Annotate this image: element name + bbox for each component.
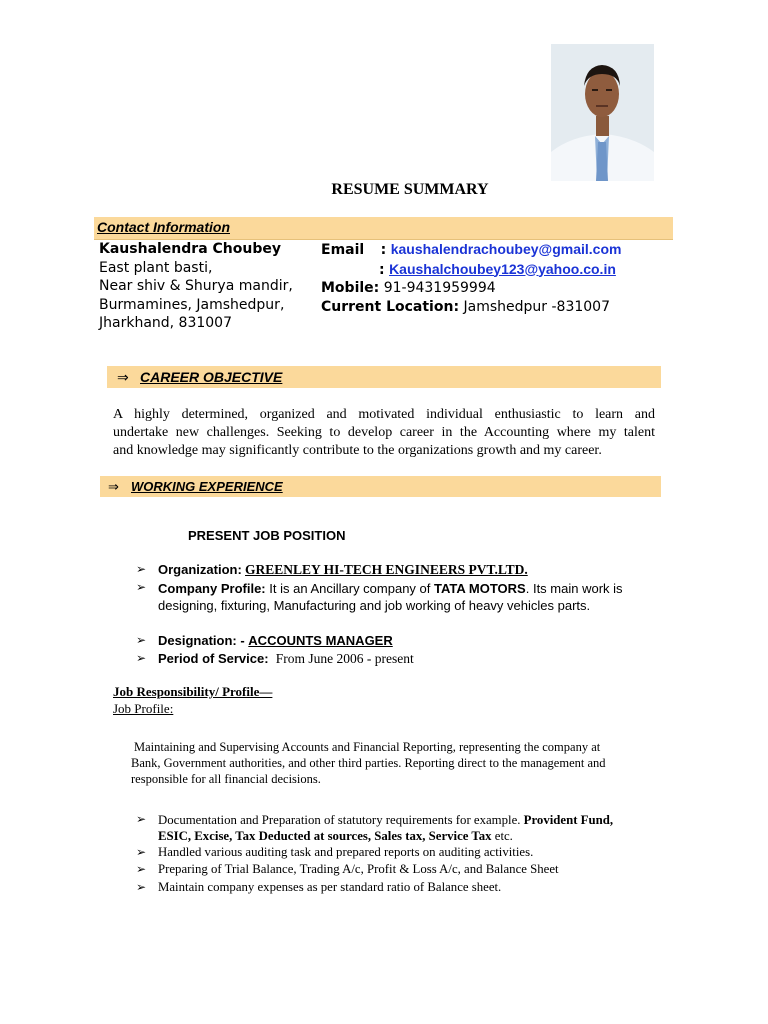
job-responsibility-heading: Job Responsibility/ Profile— <box>113 684 273 699</box>
bullet-arrow-icon: ➢ <box>136 845 147 859</box>
organization-row <box>158 562 528 578</box>
period-row <box>158 651 414 667</box>
period-label: Period of Service: <box>158 651 269 666</box>
profile-photo <box>551 44 654 181</box>
organization-value: GREENLEY HI-TECH ENGINEERS PVT.LTD. <box>245 562 528 577</box>
company-profile-text: It is an Ancillary company of <box>269 581 431 596</box>
arrow-right-icon: ⇒ <box>117 369 129 385</box>
period-value: From June 2006 - present <box>275 651 414 666</box>
company-profile-label: Company Profile: <box>158 581 266 596</box>
objective-line: undertake new challenges. Seeking to develop career in the Accounting where my talent <box>113 425 655 440</box>
bullet-arrow-icon: ➢ <box>136 812 147 826</box>
working-experience-heading: WORKING EXPERIENCE <box>131 479 283 494</box>
documentation-item <box>158 812 668 844</box>
list-item: Preparing of Trial Balance, Trading A/c, Profit & Loss A/c, and Balance Sheet <box>158 862 559 876</box>
documentation-bold-list: ESIC, Excise, Tax Deducted at sources, Sales tax, Service Tax <box>158 829 492 843</box>
documentation-end: etc. <box>494 829 513 843</box>
present-job-heading: PRESENT JOB POSITION <box>188 528 346 543</box>
documentation-bold: Provident Fund <box>523 813 610 827</box>
location-label: Current Location: <box>321 298 460 315</box>
email-row-secondary <box>321 260 666 280</box>
arrow-right-icon: ⇒ <box>108 479 119 494</box>
location-row <box>321 298 666 317</box>
email-link-primary[interactable]: kaushalendrachoubey@gmail.com <box>390 241 622 257</box>
bullet-arrow-icon: ➢ <box>136 633 147 647</box>
company-profile-row <box>158 580 656 614</box>
mobile-label: Mobile: <box>321 280 380 296</box>
bullet-arrow-icon: ➢ <box>136 862 147 876</box>
contact-name: Kaushalendra Choubey <box>99 241 281 257</box>
address-line: East plant basti, <box>99 259 213 276</box>
company-profile-bold: TATA MOTORS <box>434 581 526 596</box>
contact-details-block <box>321 240 666 316</box>
bullet-arrow-icon: ➢ <box>136 651 147 665</box>
list-item: Maintain company expenses as per standard ratio of Balance sheet. <box>158 880 502 894</box>
address-line: Near shiv & Shurya mandir, <box>99 278 293 294</box>
contact-header-band <box>94 217 673 240</box>
job-profile-line: Maintaining and Supervising Accounts and Financial Reporting, representing the company at <box>134 740 601 754</box>
page-title: RESUME SUMMARY <box>331 181 489 198</box>
documentation-comma: , <box>609 813 614 827</box>
address-line: Burmamines, Jamshedpur, <box>99 296 285 313</box>
email-sep: : <box>380 242 387 258</box>
bullet-arrow-icon: ➢ <box>136 562 147 576</box>
location-value: Jamshedpur -831007 <box>463 298 610 315</box>
email-label: Email <box>321 242 365 258</box>
mobile-value: 91-9431959994 <box>383 280 496 296</box>
bullet-arrow-icon: ➢ <box>136 880 147 894</box>
documentation-text: Documentation and Preparation of statutory requirements for example. <box>158 813 521 827</box>
working-experience-band <box>100 476 661 497</box>
designation-label: Designation: - <box>158 633 245 648</box>
career-objective-heading: CAREER OBJECTIVE <box>140 369 283 385</box>
job-profile-subheading: Job Profile: <box>113 701 174 716</box>
email-link-secondary[interactable]: Kaushalchoubey123@yahoo.co.in <box>389 260 616 277</box>
objective-line: A highly determined, organized and motivated individual enthusiastic to learn and <box>113 407 655 422</box>
job-profile-paragraph <box>131 739 657 787</box>
company-profile-text-end: . Its main work is <box>525 581 623 596</box>
list-item: Handled various auditing task and prepared reports on auditing activities. <box>158 845 534 859</box>
email-sep: : <box>379 261 385 278</box>
address-line: Jharkhand, 831007 <box>99 315 232 331</box>
bullet-arrow-icon: ➢ <box>136 580 147 594</box>
job-profile-line: responsible for all financial decisions. <box>131 772 321 786</box>
designation-value: ACCOUNTS MANAGER <box>248 633 393 648</box>
designation-row <box>158 633 393 648</box>
person-photo-icon <box>551 44 654 181</box>
objective-line: and knowledge may significantly contribute to the organizations growth and my career. <box>113 443 602 458</box>
career-objective-band <box>107 366 661 388</box>
career-objective-text <box>113 406 655 460</box>
organization-label: Organization: <box>158 562 242 577</box>
email-row <box>321 240 666 260</box>
mobile-row <box>321 279 666 298</box>
company-profile-line2: designing, fixturing, Manufacturing and job working of heavy vehicles parts. <box>158 598 591 613</box>
contact-heading: Contact Information <box>97 219 230 235</box>
job-profile-line: Bank, Government authorities, and other third parties. Reporting direct to the management and <box>131 756 606 770</box>
contact-address-block <box>99 240 293 333</box>
